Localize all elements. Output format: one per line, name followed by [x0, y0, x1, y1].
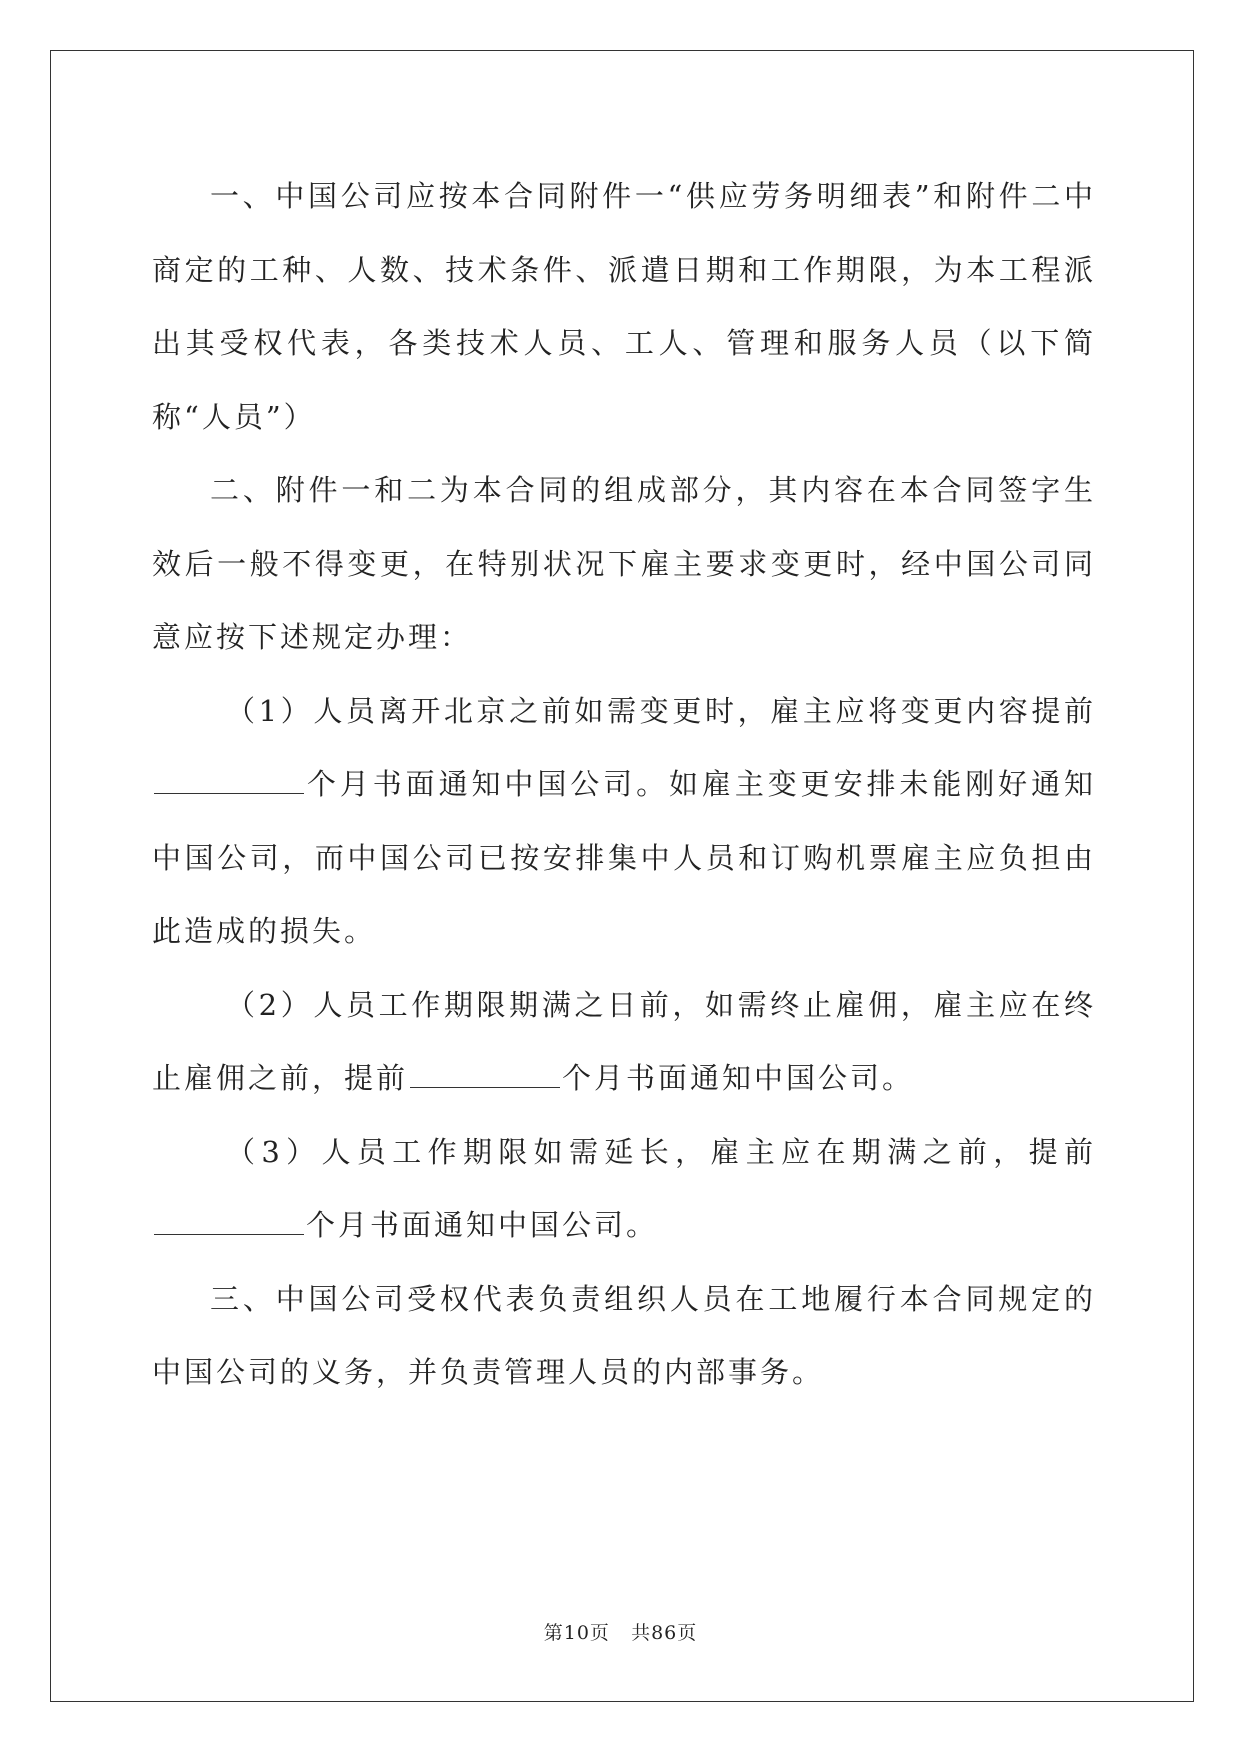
paragraph-1: 一、中国公司应按本合同附件一“供应劳务明细表”和附件二中商定的工种、人数、技术条件、派遣日期和工作期限，为本工程派出其受权代表，各类技术人员、工人、管理和服务人员（以下简称“人员”）	[152, 179, 1096, 434]
item-1-text-before-blank: （1）人员离开北京之前如需变更时，雇主应将变更内容提前	[226, 693, 1096, 728]
document-body	[152, 160, 1096, 1410]
paragraph-2-item-1	[152, 675, 1096, 969]
item-2-text-before-blank: （2）人员工作期限期满之日前，如需终止雇佣，雇主应在终止雇佣之前，提前	[152, 987, 1096, 1095]
paragraph-3: 三、中国公司受权代表负责组织人员在工地履行本合同规定的中国公司的义务，并负责管理人员的内部事务。	[152, 1281, 1096, 1389]
page-label-prefix: 第	[543, 1622, 564, 1644]
paragraph-2-item-3	[152, 1116, 1096, 1263]
total-pages: 86	[651, 1622, 678, 1644]
page-label-suffix: 页	[589, 1622, 610, 1644]
total-label-prefix: 共	[631, 1622, 652, 1644]
paragraph-2: 二、附件一和二为本合同的组成部分，其内容在本合同签字生效后一般不得变更，在特别状况下雇主要求变更时，经中国公司同意应按下述规定办理：	[152, 473, 1096, 654]
item-3-text-before-blank: （3）人员工作期限如需延长，雇主应在期满之前，提前	[226, 1134, 1096, 1169]
total-label-suffix: 页	[677, 1622, 698, 1644]
item-3-text-after-blank: 个月书面通知中国公司。	[306, 1208, 659, 1242]
item-2-text-after-blank: 个月书面通知中国公司。	[562, 1061, 915, 1095]
page-number: 10	[563, 1622, 590, 1644]
fill-in-blank	[154, 1210, 304, 1235]
page-footer	[0, 1618, 1241, 1645]
item-1-text-after-blank: 个月书面通知中国公司。如雇主变更安排未能刚好通知中国公司，而中国公司已按安排集中人员和订购机票雇主应负担由此造成的损失。	[152, 767, 1096, 948]
fill-in-blank	[154, 769, 304, 794]
paragraph-2-item-2	[152, 969, 1096, 1116]
fill-in-blank	[410, 1063, 560, 1088]
